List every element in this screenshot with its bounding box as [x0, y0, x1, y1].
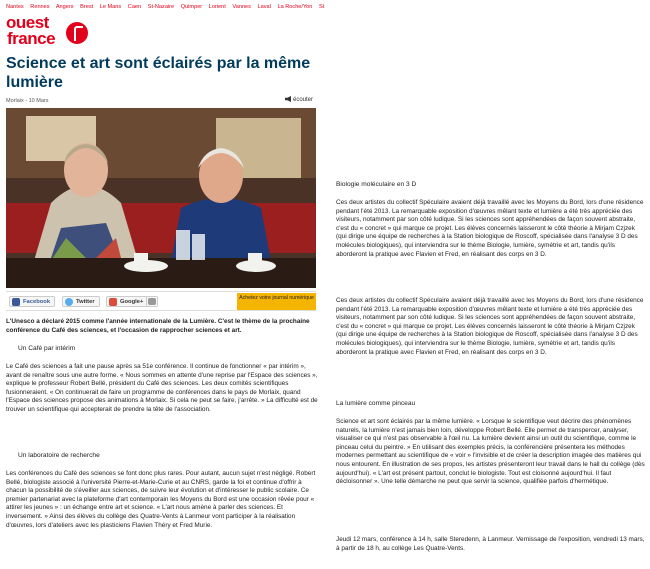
city-link[interactable]: Angers: [55, 4, 74, 10]
speaker-icon: [285, 96, 291, 102]
envelope-icon: [148, 298, 156, 305]
city-link[interactable]: Caen: [127, 4, 142, 10]
facebook-icon: [12, 298, 20, 306]
article-title: Science et art sont éclairés par la même lumière: [6, 55, 311, 91]
share-bar: [6, 291, 316, 311]
google-plus-label: Google+: [120, 299, 144, 305]
buy-digital-paper-button[interactable]: Achetez votre journal numérique: [237, 293, 316, 310]
city-link[interactable]: Lorient: [208, 4, 226, 10]
ouest-france-logo[interactable]: [6, 14, 106, 50]
twitter-share-button[interactable]: [62, 296, 100, 307]
google-plus-share-button[interactable]: [106, 296, 148, 307]
city-link[interactable]: Nantes: [6, 4, 24, 10]
facebook-share-button[interactable]: [9, 296, 55, 307]
article-photo: [6, 108, 316, 288]
event-info: Jeudi 12 mars, conférence à 14 h, salle Steredenn, à Lanmeur. Vernissage de l'exposition, vendredi 13 mars, à partir de 18 h, au collège Les Quatre-Vents.: [336, 536, 645, 552]
city-link[interactable]: La Roche/Yon: [277, 4, 313, 10]
logo-word-ouest: ouest: [6, 13, 49, 32]
section-heading: Un laboratoire de recherche: [18, 452, 100, 459]
article-lead: L'Unesco a déclaré 2015 comme l'année internationale de la Lumière. C'est le thème de la prochaine conférence du Café des sciences, et l'occasion de rapprocher sciences et art.: [6, 318, 310, 334]
section-heading: Un Café par intérim: [18, 345, 76, 352]
logo-word-france: france: [7, 29, 56, 48]
city-link[interactable]: Quimper: [180, 4, 203, 10]
city-link[interactable]: Brest: [80, 4, 94, 10]
section-paragraph: Ces deux artistes du collectif Spéculaire avaient déjà travaillé avec les Moyens du Bord, lors d'une résidence pendant l'été 2013. La remarquable exposition d'œuvres mêlant texte et lumière a été très appréciée des visiteurs, notamment par son côté ludique. Si les sciences sont appréhendées de façon souvent abstraite, c'est du « concret » qui marque ce projet. Les élèves concernés laisseront le côté théorie à Mirjam Czjzek (qui dirige une équipe de recherches à la Station biologique de Roscoff, spécialisée dans l'analyse 3 D des molécules biologiques), qui interviendra sur le thème Biologie, lumière, symétrie et art, tandis qu'ils aborderont la pratique avec Flavien et Fred, en réalisant des corps en 3 D.: [336, 199, 644, 258]
city-nav: [6, 4, 326, 10]
city-link[interactable]: St: [318, 4, 325, 10]
facebook-label: Facebook: [23, 299, 51, 305]
section-paragraph: Le Café des sciences a fait une pause après sa 51e conférence. Il continue de fonctionner « par intérim », avant de renaître sous une autre forme. « Nous sommes en attente d'une reprise par l'Espace des sciences », explique le professeur Robert Bellé, président du Café des sciences. Les deux comités scientifiques fusionneraient. « On continuerait de faire un programme de conférences dans le pays de Morlaix, quand l'Espace des sciences propose des animations à Morlaix. Si cela ne peut se faire, j'arrête. » La difficulté est de trouver un scientifique qui accepterait de prendre la tête de l'association.: [6, 363, 318, 413]
article-dateline: Morlaix - 10 Mars: [6, 98, 49, 104]
email-share-button[interactable]: [146, 296, 158, 307]
city-link[interactable]: St-Nazaire: [147, 4, 175, 10]
section-paragraph: Les conférences du Café des sciences se font donc plus rares. Pour autant, aucun sujet n'est négligé. Robert Bellé, biologiste associé à l'université Pierre-et-Marie-Curie et au CNRS, garde la foi et continue d'offrir à chacun la possibilité de s'éveiller aux sciences, de suivre leur évolution et d'intéresser le public scolaire. Ce premier partenariat avec la plateforme d'art contemporain les Moyens du Bord est une occasion rêvée pour « attirer les jeunes » : un échange entre art et science. « L'art nous amène à parler des sciences. Et inversement. » Ainsi des élèves du collège des Quatre-Vents à Lanmeur vont participer à la réalisation d'œuvres, lors d'ateliers avec les plasticiens Flavien Théry et Fred Murie.: [6, 470, 316, 529]
listen-label: écouter: [293, 97, 314, 103]
city-link[interactable]: Rennes: [30, 4, 50, 10]
twitter-label: Twitter: [76, 299, 95, 305]
google-plus-icon: [109, 298, 117, 306]
city-link[interactable]: Vannes: [232, 4, 251, 10]
section-paragraph: Ces deux artistes du collectif Spéculaire avaient déjà travaillé avec les Moyens du Bord, lors d'une résidence pendant l'été 2013. La remarquable exposition d'œuvres mêlant texte et lumière a été très appréciée des visiteurs, notamment par son côté ludique. Si les sciences sont appréhendées de façon souvent abstraite, c'est du « concret » qui marque ce projet. Les élèves concernés laisseront le côté théorie à Mirjam Czjzek (qui dirige une équipe de recherches à la Station biologique de Roscoff, spécialisée dans l'analyse 3 D des molécules biologiques), qui interviendra sur le thème Biologie, lumière, symétrie et art, tandis qu'ils aborderont la pratique avec Flavien et Fred, en réalisant des corps en 3 D.: [336, 297, 644, 356]
section-heading: Biologie moléculaire en 3 D: [336, 181, 417, 188]
city-link[interactable]: Laval: [257, 4, 271, 10]
section-paragraph: Science et art sont éclairés par la même lumière. « Lorsque le scientifique veut décrire des phénomènes naturels, la lumière n'est jamais bien loin, développe Robert Bellé. Elle permet de transpercer, analyser, visualiser ce qui n'est pas observable à l'œil nu. La lumière devient ainsi un outil du scientifique, comme le pinceau celui du peintre. » En utilisant des exemples précis, la conférencière présentera les méthodes modernes permettant au scientifique de « voir » l'invisible et de créer la description imagée des matières qui nous entourent. En illustration de ses propos, les artistes présenteront leur travail dans le hall du collège (dès aujourd'hui). « L'art est présent partout, conclut le biologiste. Tout est cloisonné aujourd'hui. Il faut décloisonner ». Une telle démarche ne peut que servir la science, qualifiée parfois d'hermétique.: [336, 418, 645, 486]
section-heading: La lumière comme pinceau: [336, 400, 416, 407]
right-column: [330, 0, 650, 569]
logo-circle-icon: [66, 22, 88, 44]
twitter-icon: [65, 298, 73, 306]
photo-illustration: [6, 108, 316, 288]
city-link[interactable]: Le Mans: [99, 4, 122, 10]
listen-button[interactable]: [285, 96, 313, 103]
